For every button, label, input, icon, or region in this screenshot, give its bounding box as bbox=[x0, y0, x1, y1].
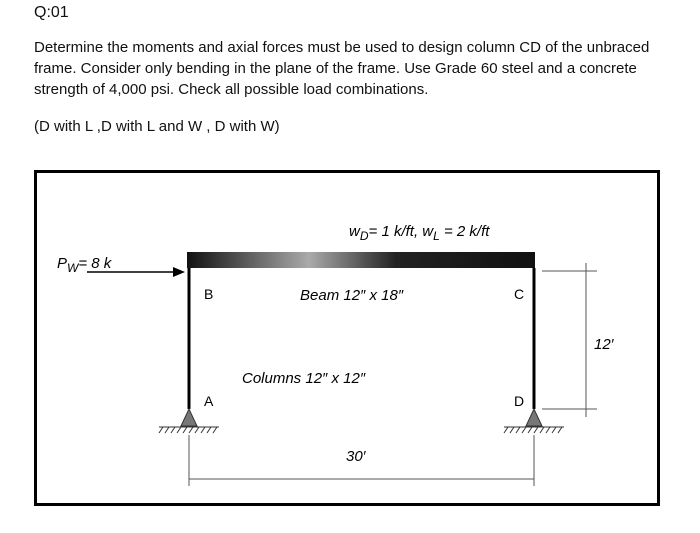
question-text: Determine the moments and axial forces must be used to design column CD of the unbraced frame. Consider only bending in the plane of the frame. Use Grade 60 steel and a concrete strength of 4,000 psi. Check all possible load combinations. bbox=[34, 39, 650, 98]
gravity-load-label: $w_D= 1$ k/ft, $w_L = 2$ k/ft bbox=[349, 223, 490, 243]
frame-figure bbox=[34, 170, 660, 506]
frame-diagram bbox=[37, 173, 657, 503]
beam-label: Beam 12″ x 18″ bbox=[300, 287, 404, 304]
columns-label: Columns 12″ x 12″ bbox=[242, 370, 366, 387]
question-number: Q:01 bbox=[34, 4, 69, 21]
support-a bbox=[159, 409, 219, 433]
node-a-label: A bbox=[204, 393, 214, 409]
node-d-label: D bbox=[514, 393, 525, 409]
load-combinations: (D with L ,D with L and W , D with W) bbox=[34, 118, 280, 135]
height-label: 12′ bbox=[594, 336, 614, 353]
span-label: 30′ bbox=[346, 448, 366, 465]
node-c-label: C bbox=[514, 286, 525, 302]
beam bbox=[187, 252, 535, 268]
wind-load-label: $P_W= 8$ k bbox=[57, 255, 112, 275]
node-b-label: B bbox=[204, 286, 214, 302]
height-dimension bbox=[542, 263, 597, 417]
support-d bbox=[504, 409, 564, 433]
